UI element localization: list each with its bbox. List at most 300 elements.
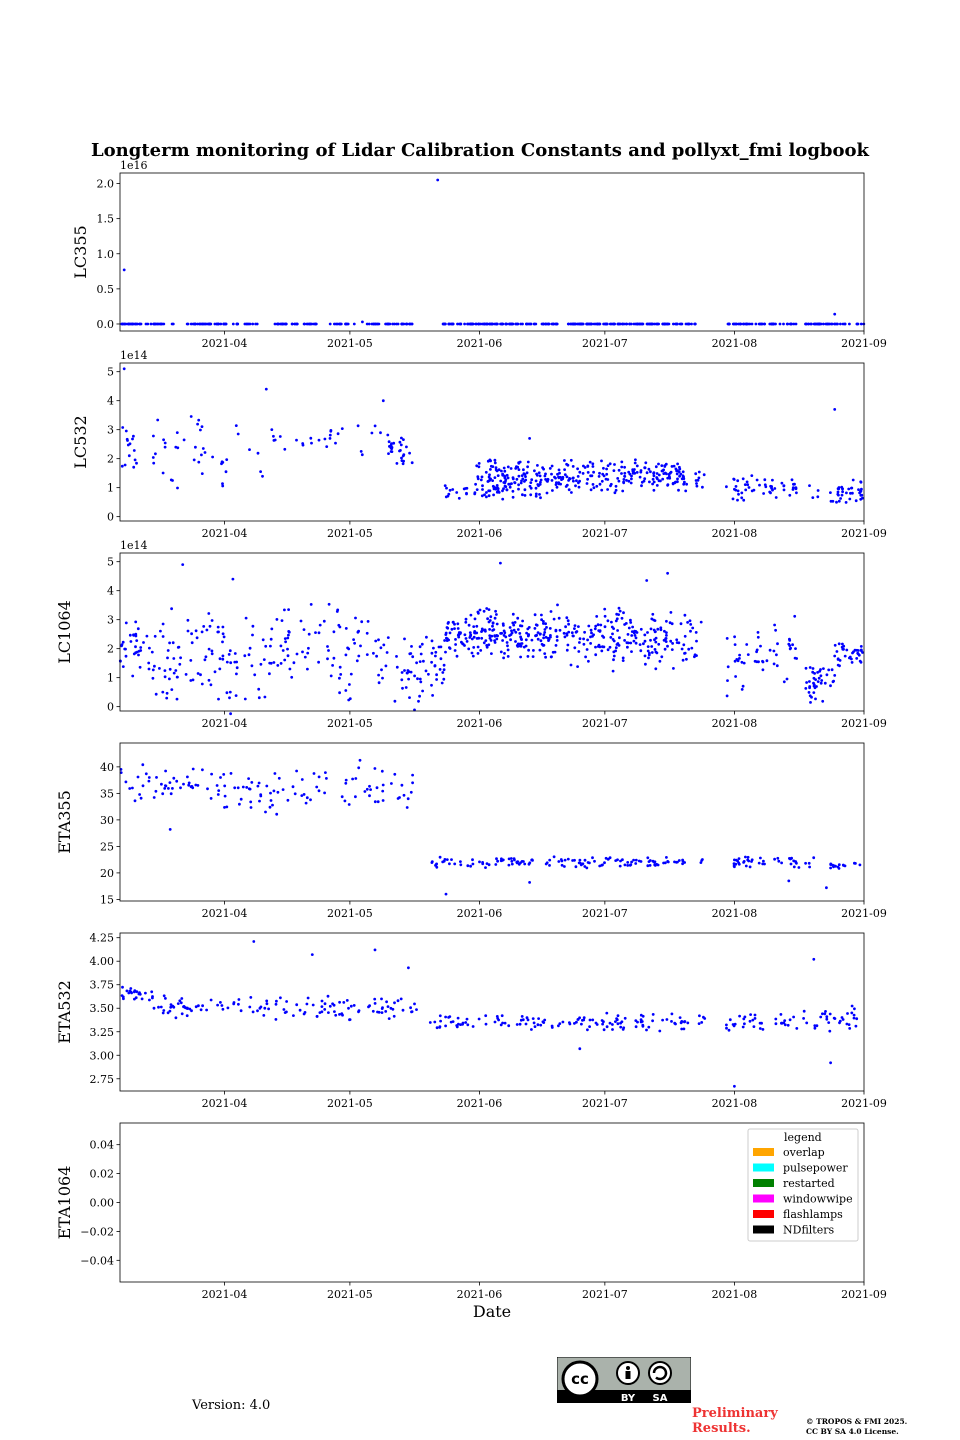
data-point [448, 646, 451, 649]
data-point [262, 638, 265, 641]
data-point [647, 1026, 650, 1029]
y-tick-label: 0.02 [89, 1167, 114, 1181]
data-point [504, 636, 507, 639]
data-point [502, 657, 505, 660]
data-point [595, 615, 598, 618]
data-point [494, 476, 497, 479]
data-point [613, 323, 616, 326]
data-point [210, 773, 213, 776]
data-point [202, 447, 205, 450]
data-point [789, 648, 792, 651]
data-point [620, 466, 623, 469]
data-point [251, 634, 254, 637]
y-tick-label: 5 [107, 365, 114, 379]
data-point [398, 450, 401, 453]
data-point [623, 472, 626, 475]
data-point [678, 475, 681, 478]
data-point [601, 864, 604, 867]
data-point [700, 621, 703, 624]
data-point [162, 1009, 165, 1012]
data-point [582, 465, 585, 468]
data-point [204, 451, 207, 454]
data-point [253, 673, 256, 676]
data-point [223, 806, 226, 809]
data-point [475, 464, 478, 467]
x-tick-label: 2021-08 [711, 1288, 758, 1301]
data-point [577, 1018, 580, 1021]
x-tick-label: 2021-09 [841, 717, 887, 730]
data-point [481, 862, 484, 865]
data-point [468, 636, 471, 639]
data-point [838, 486, 841, 489]
data-point [502, 624, 505, 627]
data-point [538, 493, 541, 496]
data-point [691, 627, 694, 630]
data-point [746, 481, 749, 484]
data-point [626, 646, 629, 649]
data-point [400, 998, 403, 1001]
data-point [822, 323, 825, 326]
data-point [387, 452, 390, 455]
data-point [809, 323, 812, 326]
data-point [589, 461, 592, 464]
data-point [344, 800, 347, 803]
data-point [299, 1009, 302, 1012]
data-point [388, 440, 391, 443]
data-point [124, 464, 127, 467]
data-point [812, 667, 815, 670]
data-point [760, 323, 763, 326]
data-point [480, 479, 483, 482]
data-point [841, 487, 844, 490]
data-point [857, 488, 860, 491]
data-point [517, 462, 520, 465]
data-point [616, 1018, 619, 1021]
data-point [180, 997, 183, 1000]
data-point [762, 492, 765, 495]
data-point [583, 631, 586, 634]
data-points [119, 562, 864, 715]
data-point [474, 491, 477, 494]
data-point [204, 658, 207, 661]
data-point [612, 658, 615, 661]
data-point [407, 966, 410, 969]
data-point [689, 619, 692, 622]
data-point [434, 651, 437, 654]
data-point [737, 493, 740, 496]
data-point [333, 657, 336, 660]
data-point [813, 677, 816, 680]
data-point [617, 323, 620, 326]
data-point [658, 1030, 661, 1033]
y-tick-label: 3.50 [89, 1002, 114, 1016]
subplot-lc532 [71, 349, 887, 540]
data-point [625, 479, 628, 482]
data-point [264, 696, 267, 699]
data-point [205, 655, 208, 658]
data-point [187, 323, 190, 326]
data-point [145, 772, 148, 775]
data-point [140, 797, 143, 800]
data-point [485, 496, 488, 499]
data-point [733, 865, 736, 868]
data-point [689, 630, 692, 633]
data-point [627, 471, 630, 474]
data-point [681, 648, 684, 651]
data-point [410, 1011, 413, 1014]
data-point [642, 323, 645, 326]
data-point [368, 785, 371, 788]
data-point [327, 1011, 330, 1014]
data-point [563, 632, 566, 635]
data-point [347, 1007, 350, 1010]
data-point [372, 1010, 375, 1013]
data-point [130, 991, 133, 994]
data-point [659, 626, 662, 629]
x-tick-label: 2021-09 [841, 1097, 887, 1110]
data-point [245, 617, 248, 620]
data-point [208, 323, 211, 326]
data-point [603, 475, 606, 478]
data-point [133, 989, 136, 992]
data-point [653, 638, 656, 641]
data-point [743, 1022, 746, 1025]
data-point [539, 649, 542, 652]
data-point [813, 672, 816, 675]
y-tick-label: 15 [100, 893, 114, 907]
data-point [384, 1010, 387, 1013]
data-point [766, 659, 769, 662]
data-point [743, 860, 746, 863]
data-point [827, 323, 830, 326]
data-point [438, 646, 441, 649]
data-point [640, 628, 643, 631]
data-point [623, 623, 626, 626]
data-point [348, 1018, 351, 1021]
data-point [822, 667, 825, 670]
data-point [495, 613, 498, 616]
data-point [270, 428, 273, 431]
data-point [390, 442, 393, 445]
data-point [497, 474, 500, 477]
data-point [605, 473, 608, 476]
data-point [512, 613, 515, 616]
data-point [656, 484, 659, 487]
data-point [827, 1021, 830, 1024]
data-point [563, 459, 566, 462]
data-point [170, 479, 173, 482]
data-point [508, 864, 511, 867]
data-point [293, 661, 296, 664]
data-point [820, 682, 823, 685]
data-point [832, 680, 835, 683]
data-point [606, 1025, 609, 1028]
data-point [135, 639, 138, 642]
data-point [222, 632, 225, 635]
data-point [436, 179, 439, 182]
data-point [202, 323, 205, 326]
data-point [155, 693, 158, 696]
data-point [775, 653, 778, 656]
data-point [835, 501, 838, 504]
data-point [552, 323, 555, 326]
data-point [754, 1017, 757, 1020]
data-point [310, 442, 313, 445]
data-point [573, 646, 576, 649]
x-tick-label: 2021-05 [327, 337, 373, 350]
data-point [812, 856, 815, 859]
data-point [369, 788, 372, 791]
data-point [660, 464, 663, 467]
data-point [357, 766, 360, 769]
y-tick-label: 1.5 [96, 212, 114, 226]
data-point [703, 473, 706, 476]
data-point [725, 485, 728, 488]
data-point [328, 603, 331, 606]
data-point [275, 813, 278, 816]
x-tick-label: 2021-04 [201, 717, 248, 730]
data-point [630, 478, 633, 481]
data-point [626, 864, 629, 867]
data-point [598, 475, 601, 478]
data-point [252, 940, 255, 943]
data-point [443, 639, 446, 642]
data-point [260, 663, 263, 666]
data-point [825, 1018, 828, 1021]
data-point [519, 643, 522, 646]
data-point [841, 490, 844, 493]
data-point [170, 792, 173, 795]
data-point [649, 470, 652, 473]
data-point [490, 639, 493, 642]
data-point [616, 643, 619, 646]
data-point [209, 625, 212, 628]
data-point [744, 856, 747, 859]
data-point [855, 1017, 858, 1020]
data-point [315, 786, 318, 789]
data-point [570, 664, 573, 667]
data-point [645, 1029, 648, 1032]
data-point [634, 462, 637, 465]
data-point [824, 682, 827, 685]
data-point [676, 463, 679, 466]
data-point [618, 480, 621, 483]
data-point [855, 499, 858, 502]
data-point [427, 673, 430, 676]
data-point [459, 860, 462, 863]
data-point [634, 634, 637, 637]
data-point [603, 861, 606, 864]
data-point [838, 642, 841, 645]
data-point [469, 634, 472, 637]
data-point [161, 691, 164, 694]
data-point [557, 481, 560, 484]
data-point [507, 466, 510, 469]
data-point [659, 660, 662, 663]
data-point [139, 666, 142, 669]
data-point [551, 465, 554, 468]
data-point [244, 698, 247, 701]
data-point [543, 633, 546, 636]
data-point [344, 782, 347, 785]
data-point [170, 1003, 173, 1006]
data-point [409, 652, 412, 655]
x-tick-label: 2021-08 [711, 527, 758, 540]
data-point [345, 654, 348, 657]
data-point [612, 651, 615, 654]
data-point [431, 694, 434, 697]
legend-swatch [753, 1210, 774, 1218]
data-point [256, 323, 259, 326]
copyright-note [806, 1417, 907, 1437]
data-point [825, 1015, 828, 1018]
data-point [621, 858, 624, 861]
data-point [142, 641, 145, 644]
data-point [134, 459, 137, 462]
data-point [258, 782, 261, 785]
data-point [832, 500, 835, 503]
data-point [611, 633, 614, 636]
data-point [219, 1001, 222, 1004]
data-point [635, 1025, 638, 1028]
data-point [472, 646, 475, 649]
data-point [616, 858, 619, 861]
version-label: Version: 4.0 [192, 1398, 271, 1413]
data-point [643, 477, 646, 480]
data-point [126, 990, 129, 993]
data-point [577, 475, 580, 478]
data-point [473, 636, 476, 639]
data-point [655, 465, 658, 468]
data-point [780, 862, 783, 865]
data-point [144, 992, 147, 995]
data-point [373, 998, 376, 1001]
data-point [568, 488, 571, 491]
data-point [698, 1014, 701, 1017]
data-point [639, 649, 642, 652]
data-point [175, 1016, 178, 1019]
data-point [770, 323, 773, 326]
data-point [375, 655, 378, 658]
data-point [169, 828, 172, 831]
data-point [555, 483, 558, 486]
data-point [479, 609, 482, 612]
y-tick-label: 1.0 [96, 247, 114, 261]
data-point [519, 636, 522, 639]
data-point [596, 323, 599, 326]
y-tick-label: 25 [100, 840, 114, 854]
data-point [329, 430, 332, 433]
x-tick-label: 2021-08 [711, 337, 758, 350]
data-point [323, 620, 326, 623]
data-point [548, 859, 551, 862]
data-point [252, 625, 255, 628]
data-point [485, 607, 488, 610]
data-point [509, 638, 512, 641]
data-point [777, 860, 780, 863]
data-point [460, 641, 463, 644]
data-point [295, 439, 298, 442]
data-point [682, 474, 685, 477]
data-point [554, 651, 557, 654]
data-point [138, 793, 141, 796]
data-point [814, 698, 817, 701]
data-point [238, 803, 241, 806]
data-point [523, 863, 526, 866]
data-point [321, 1010, 324, 1013]
data-point [661, 470, 664, 473]
data-point [494, 617, 497, 620]
data-point [236, 323, 239, 326]
data-point [805, 681, 808, 684]
data-point [518, 632, 521, 635]
data-point [855, 657, 858, 660]
legend-swatch [753, 1148, 774, 1156]
data-point [573, 627, 576, 630]
data-point [842, 864, 845, 867]
data-point [479, 649, 482, 652]
data-point [435, 866, 438, 869]
data-point [604, 615, 607, 618]
x-axis-label: Date [472, 1302, 512, 1321]
data-point [484, 866, 487, 869]
data-point [599, 624, 602, 627]
data-point [776, 642, 779, 645]
data-point [287, 654, 290, 657]
data-point [560, 858, 563, 861]
data-point [489, 615, 492, 618]
data-point [448, 862, 451, 865]
data-point [120, 323, 123, 326]
data-point [265, 388, 268, 391]
data-point [356, 659, 359, 662]
data-point [588, 1025, 591, 1028]
data-point [674, 481, 677, 484]
y-tick-label: 5 [107, 555, 114, 569]
data-point [484, 639, 487, 642]
data-point [314, 631, 317, 634]
x-tick-label: 2021-07 [581, 717, 628, 730]
data-point [393, 773, 396, 776]
data-point [816, 1024, 819, 1027]
data-point [771, 479, 774, 482]
data-point [172, 777, 175, 780]
data-point [599, 646, 602, 649]
data-point [477, 646, 480, 649]
data-point [851, 661, 854, 664]
data-point [341, 427, 344, 430]
data-point [503, 630, 506, 633]
data-point [439, 1020, 442, 1023]
data-point [217, 626, 220, 629]
data-point [402, 462, 405, 465]
data-point [650, 323, 653, 326]
data-point [783, 489, 786, 492]
data-point [538, 471, 541, 474]
data-point [578, 486, 581, 489]
data-point [594, 653, 597, 656]
data-point [635, 859, 638, 862]
data-point [833, 323, 836, 326]
data-point [556, 635, 559, 638]
data-point [650, 618, 653, 621]
data-point [264, 811, 267, 814]
data-point [556, 323, 559, 326]
data-point [507, 1024, 510, 1027]
data-point [152, 669, 155, 672]
data-point [623, 639, 626, 642]
data-point [125, 323, 128, 326]
